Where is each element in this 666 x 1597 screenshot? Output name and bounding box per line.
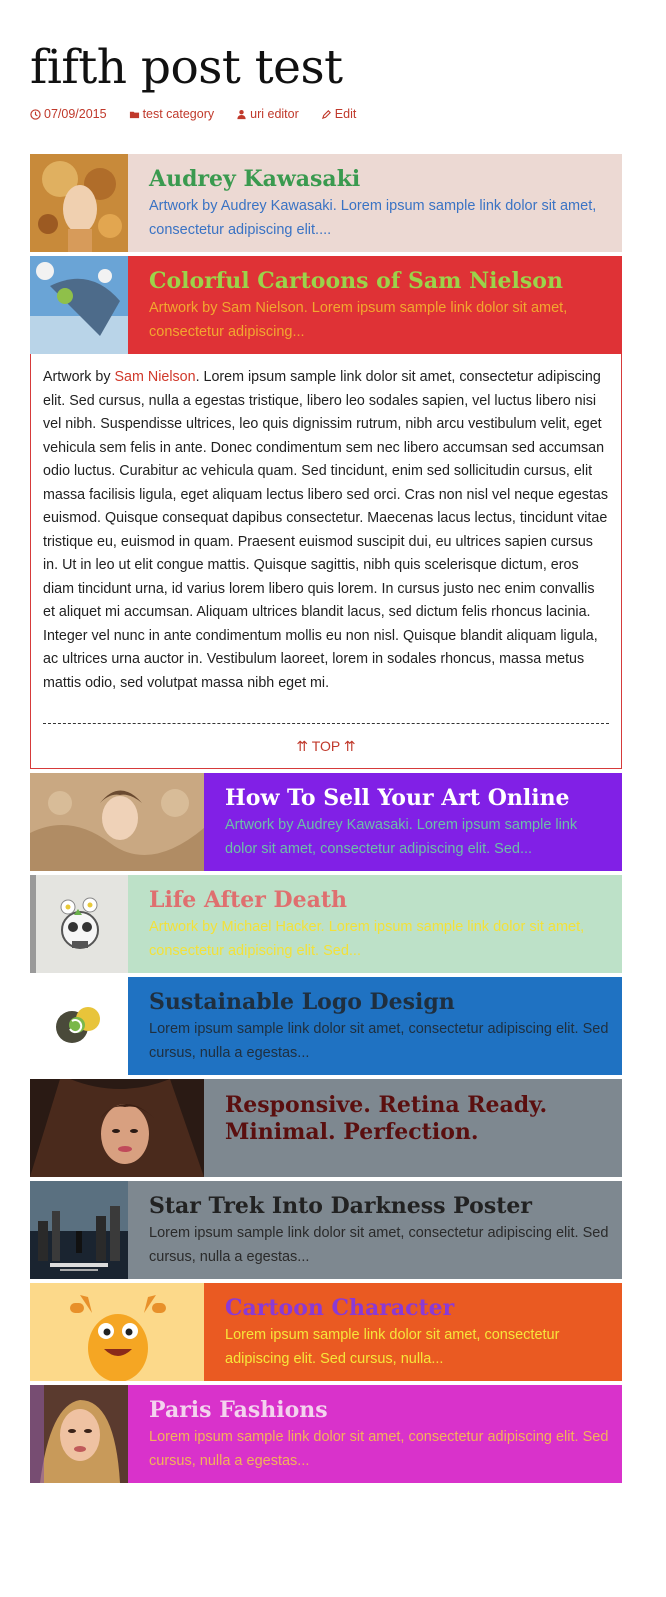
panel-title[interactable]: Colorful Cartoons of Sam Nielson xyxy=(149,268,563,294)
post-category: test category xyxy=(142,107,215,121)
artist-link[interactable]: Sam Nielson xyxy=(114,369,196,385)
panel-list xyxy=(30,154,622,1487)
artwork-thumbnail xyxy=(30,1283,204,1381)
artwork-thumbnail xyxy=(30,154,128,252)
panel-text xyxy=(128,1385,622,1483)
panel-title[interactable]: Cartoon Character xyxy=(225,1295,455,1321)
body-rest: . Lorem ipsum sample link dolor sit amet, consectetur adipiscing elit. Sed cursus, nulla a egestas tristique, libero leo sodales sapien, vel luctus libero nisi vel nibh. Suspendisse ultrices, leo quis dignissim rutrum, nibh arcu vestibulum velit, eget vehicula sem felis in ante. Donec condimentum sem nec libero accumsan sed accumsan odio luctus. Curabitur ac vehicula quam. Sed tincidunt, enim sed sollicitudin cursus, elit massa facilisis ligula, eget aliquam lectus libero sed orci. Cras non nisl vel neque egestas euismod. Quisque consequat dapibus consectetur. Maecenas lacus lectus, tincidunt vitae tristique eu, euismod in quam. Praesent euismod suscipit dui, eu ultrices sapien cursus in. Ut in leo ut elit congue mattis. Quisque sagittis, nibh quis scelerisque dictum, eros diam tincidunt urna, id varius lorem libero quis lorem. In cursus justo nec enim convallis et aliquet mi accumsan. Aliquam ultrices blandit lacus, sed dictum felis rhoncus lacinia. Integer vel nunc in ante condimentum mollis eu non nisl. Quisque blandit aliquam ligula, ac ultrices urna auctor in. Vestibulum laoreet, lorem in sodales rhoncus, massa metus mattis odio, sed volutpat massa nibh eget mi. xyxy=(43,369,609,691)
artwork-thumbnail xyxy=(30,1181,128,1279)
artwork-thumbnail xyxy=(30,256,128,354)
artwork-thumbnail xyxy=(30,773,204,871)
panel-item[interactable] xyxy=(30,875,622,973)
post-meta xyxy=(30,105,356,123)
panel-excerpt: Artwork by Michael Hacker. Lorem ipsum sample link dolor sit amet, consectetur adipiscing elit. Sed... xyxy=(149,919,585,959)
panel-title[interactable]: Star Trek Into Darkness Poster xyxy=(149,1193,532,1219)
panel-text xyxy=(204,1079,622,1177)
post-date: 07/09/2015 xyxy=(44,107,107,121)
panel-excerpt: Artwork by Audrey Kawasaki. Lorem ipsum sample link dolor sit amet, consectetur adipiscing elit. Sed... xyxy=(225,817,578,857)
panel-title[interactable]: Sustainable Logo Design xyxy=(149,989,455,1015)
panel-item[interactable] xyxy=(30,256,622,354)
panel-excerpt: Artwork by Audrey Kawasaki. Lorem ipsum sample link dolor sit amet, consectetur adipiscing elit.... xyxy=(149,198,597,238)
panel-item[interactable] xyxy=(30,1385,622,1483)
expanded-body-text xyxy=(43,366,609,695)
back-to-top-link[interactable]: ⇈ TOP ⇈ xyxy=(296,738,356,754)
panel-title[interactable]: Audrey Kawasaki xyxy=(149,166,361,192)
user-icon xyxy=(236,109,247,120)
panel-excerpt: Lorem ipsum sample link dolor sit amet, consectetur adipiscing elit. Sed cursus, nulla a egestas... xyxy=(149,1225,609,1265)
edit-label: Edit xyxy=(334,107,357,121)
edit-link[interactable] xyxy=(321,105,357,123)
folder-icon xyxy=(129,109,140,120)
panel-title[interactable]: How To Sell Your Art Online xyxy=(225,785,570,811)
panel-text xyxy=(128,875,622,973)
panel-item[interactable] xyxy=(30,154,622,252)
panel-item[interactable] xyxy=(30,1181,622,1279)
panel-excerpt: Lorem ipsum sample link dolor sit amet, consectetur adipiscing elit. Sed cursus, nulla... xyxy=(225,1327,560,1367)
panel-text xyxy=(128,154,622,252)
panel-text xyxy=(204,1283,622,1381)
panel-title[interactable]: Life After Death xyxy=(149,887,347,913)
panel-item[interactable] xyxy=(30,1079,622,1177)
post-date-link[interactable] xyxy=(30,105,107,123)
post-category-link[interactable] xyxy=(129,105,215,123)
panel-title[interactable]: Responsive. Retina Ready. Minimal. Perfection. xyxy=(225,1092,548,1145)
post-author-link[interactable] xyxy=(236,105,299,123)
artwork-thumbnail xyxy=(30,1385,128,1483)
panel-text xyxy=(204,773,622,871)
panel-item[interactable] xyxy=(30,1283,622,1381)
artwork-thumbnail xyxy=(30,1079,204,1177)
artwork-thumbnail xyxy=(30,977,128,1075)
panel-text xyxy=(128,977,622,1075)
panel-title[interactable]: Paris Fashions xyxy=(149,1397,328,1423)
panel-item[interactable] xyxy=(30,773,622,871)
panel-excerpt: Lorem ipsum sample link dolor sit amet, consectetur adipiscing elit. Sed cursus, nulla a egestas... xyxy=(149,1429,609,1469)
artwork-thumbnail xyxy=(30,875,128,973)
post-author: uri editor xyxy=(250,107,299,121)
clock-icon xyxy=(30,109,41,120)
panel-text xyxy=(128,1181,622,1279)
expanded-content xyxy=(30,354,622,769)
panel-excerpt: Lorem ipsum sample link dolor sit amet, consectetur adipiscing elit. Sed cursus, nulla a egestas... xyxy=(149,1021,609,1061)
panel-excerpt: Artwork by Sam Nielson. Lorem ipsum sample link dolor sit amet, consectetur adipiscing... xyxy=(149,300,568,340)
panel-text xyxy=(128,256,622,354)
pencil-icon xyxy=(321,109,332,120)
panel-item[interactable] xyxy=(30,977,622,1075)
body-lead: Artwork by xyxy=(43,369,115,385)
post-title: fifth post test xyxy=(30,40,343,95)
